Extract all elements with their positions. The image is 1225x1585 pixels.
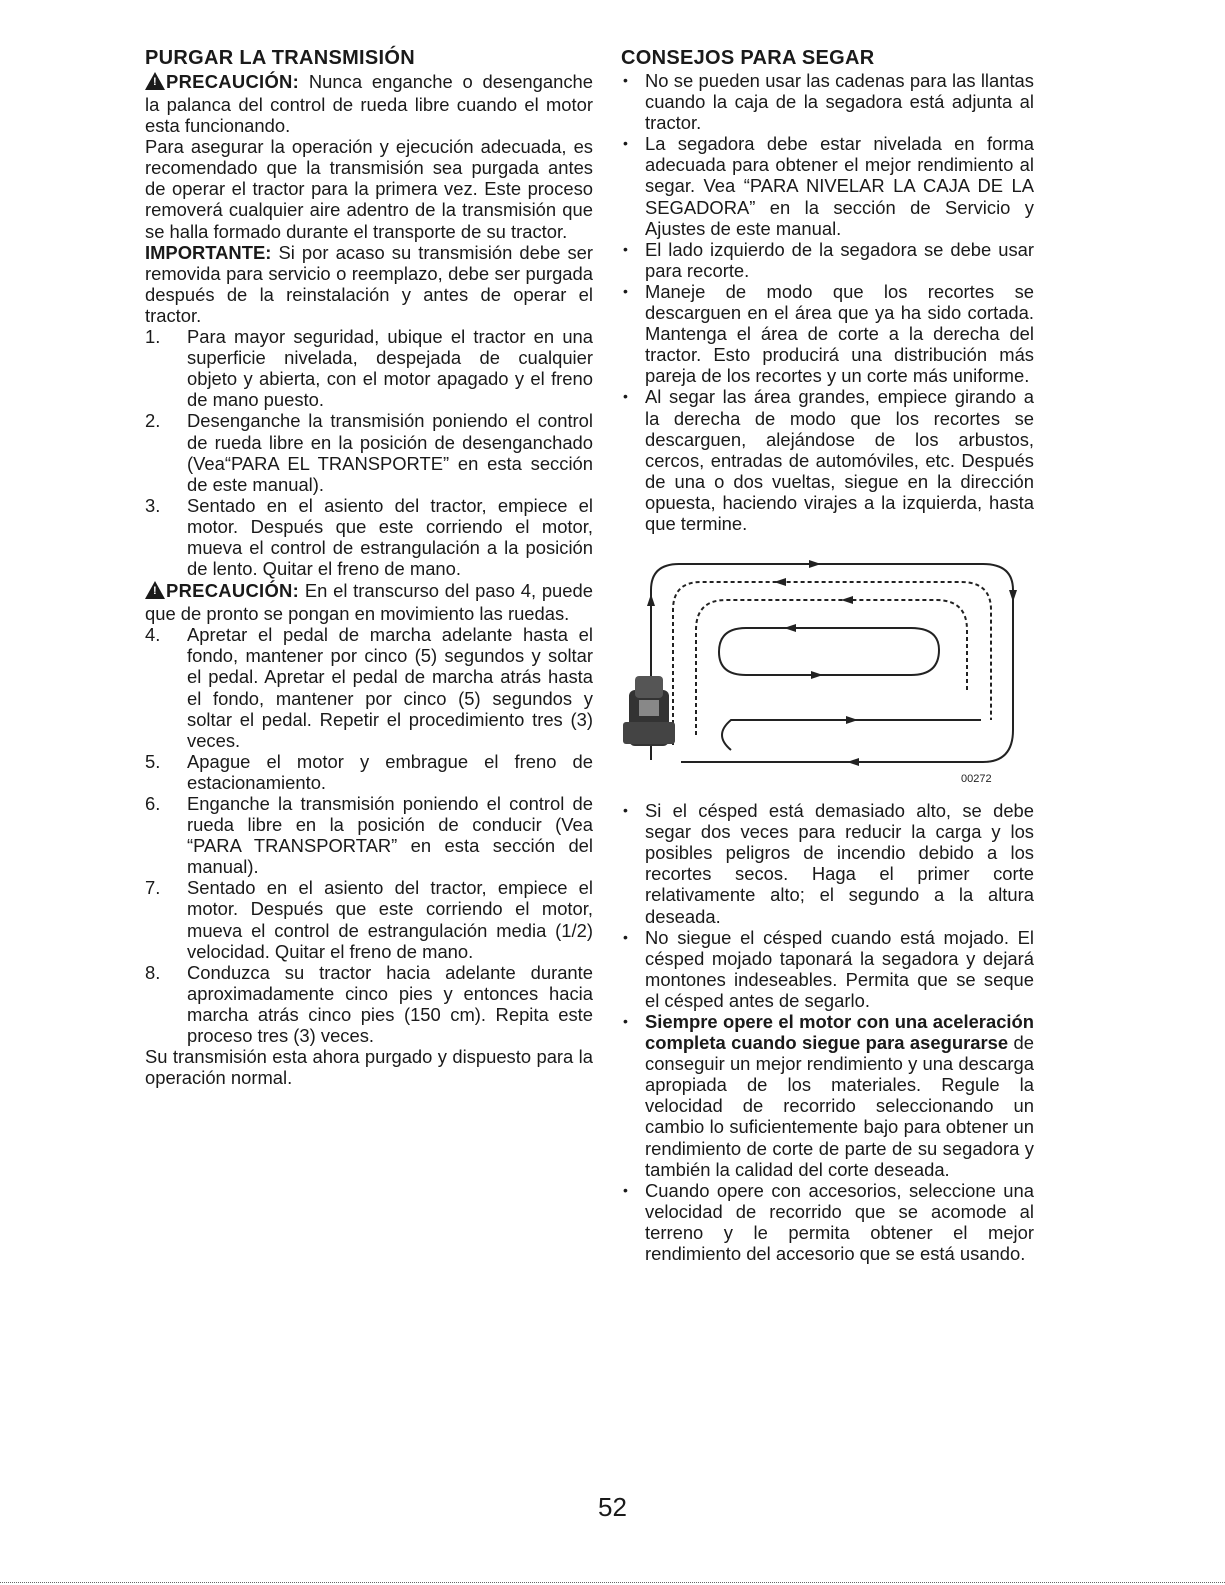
section-title-consejos: CONSEJOS PARA SEGAR [621, 47, 875, 69]
page-bottom-divider [0, 1582, 1225, 1583]
step-item [145, 326, 593, 410]
tip-item [621, 1011, 1034, 1180]
closing-paragraph: Su transmisión esta ahora purgado y dispuesto para la operación normal. [145, 1046, 593, 1089]
arrow-down-icon [1009, 590, 1017, 602]
step-text: Sentado en el asiento del tractor, empiece el motor. Después que este corriendo el motor, mueva el control de estrangulación a la posición de lento. Quitar el freno de mano. [187, 494, 593, 580]
arrow-left-icon [847, 758, 859, 766]
warning-triangle-icon: ! [145, 72, 165, 90]
tractor-icon [623, 676, 675, 746]
step-item [145, 410, 593, 494]
step-item [145, 962, 593, 1046]
step-item [145, 495, 593, 579]
caution-label-1: PRECAUCIÓN: [166, 71, 300, 92]
step-item [145, 751, 593, 793]
arrow-right-icon [846, 716, 858, 724]
step-item [145, 624, 593, 751]
tip-text: de conseguir un mejor rendimiento y una descarga apropiada de los materiales. Regule la velocidad de recorrido seleccionando un cambio lo suficientemente bajo para obtener un rendimiento de corte de parte de su segadora y también la calidad del corte deseada. [645, 1032, 1034, 1180]
tip-item: • No se pueden usar las cadenas para las llantas cuando la caja de la segadora está adjunta al tractor. [621, 70, 1034, 133]
section-title-purgar: PURGAR LA TRANSMISIÓN [145, 47, 416, 69]
diagram-code: 00272 [961, 773, 992, 786]
steps-list-1 [145, 326, 593, 579]
intro-paragraph: Para asegurar la operación y ejecución adecuada, es recomendado que la transmisión sea purgada antes de operar el tractor para la primera vez. Este proceso removerá cualquier aire adentro de la transmisión que se halla formado durante el transporte de su tractor. [145, 136, 593, 242]
step-text: Enganche la transmisión poniendo el control de rueda libre en la posición de conducir (Vea “PARA TRANSPORTAR” en esta sección del manual). [187, 793, 593, 878]
step-number: 5. [145, 750, 161, 772]
arrow-left-icon [774, 578, 786, 586]
tip-item: • La segadora debe estar nivelada en forma adecuada para obtener el mejor rendimiento al segar. Vea “PARA NIVELAR LA CAJA DE LA SEGADORA” en la sección de Servicio y Ajustes de este manual. [621, 133, 1034, 238]
step-number: 1. [145, 326, 161, 348]
step-number: 7. [145, 877, 161, 899]
step-number: 2. [145, 410, 161, 432]
step-number: 8. [145, 961, 161, 983]
step-text: Conduzca su tractor hacia adelante durante aproximadamente cinco pies y entonces hacia marcha atrás cinco pies (150 cm). Repita este proceso tres (3) veces. [187, 961, 593, 1047]
arrow-left-icon [784, 624, 796, 632]
step-text: Apretar el pedal de marcha adelante hasta el fondo, mantener por cinco (5) segundos y soltar el pedal. Apretar el pedal de marcha atrás hasta el fondo, mantener por cinco (5) segundos y soltar el pedal. Repetir el procedimiento tres (3) veces. [187, 624, 593, 751]
step-text: Sentado en el asiento del tractor, empiece el motor. Después que este corriendo el motor, mueva el control de estrangulación media (1/2) velocidad. Quitar el freno de mano. [187, 877, 593, 962]
tip-item: • Maneje de modo que los recortes se descarguen en el área que ya ha sido cortada. Mantenga el área de corte a la derecha del tractor. Esto producirá una distribución más pareja de los recortes y un corte más uniforme. [621, 281, 1034, 386]
mowing-pattern-diagram [621, 550, 1021, 790]
steps-list-2 [145, 624, 593, 1046]
tips-list-1 [621, 70, 1034, 534]
step-text: Para mayor seguridad, ubique el tractor en una superficie nivelada, despejada de cualquier objeto y abierta, con el motor apagado y el freno de mano puesto. [187, 326, 593, 411]
left-column [145, 46, 593, 1088]
caution-text-1: Nunca enganche o desenganche la palanca del control de rueda libre cuando el motor esta funcionando. [145, 71, 593, 137]
bottom-path [722, 720, 981, 750]
caution-paragraph-1 [145, 70, 593, 136]
tip-item: • Si el césped está demasiado alto, se debe segar dos veces para reducir la carga y los posibles peligros de incendio debido a los recortes secos. Haga el primer corte relativamente alto; el segundo a la altura deseada. [621, 800, 1034, 927]
caution-label-2: PRECAUCIÓN: [166, 580, 300, 602]
warning-triangle-icon: ! [145, 581, 165, 599]
arrow-up-icon [647, 594, 655, 606]
page-number: 52 [598, 1492, 627, 1522]
step-number: 6. [145, 793, 161, 814]
tip-item: • Al segar las área grandes, empiece girando a la derecha de modo que los recortes se descarguen, alejándose de los arbustos, cercos, entradas de automóviles, etc. Después de una o dos vueltas, siegue en la dirección opuesta, haciendo virajes a la izquierda, hasta que termine. [621, 386, 1034, 534]
third-path [696, 600, 967, 735]
arrow-right-icon [809, 560, 821, 568]
right-column [621, 46, 1034, 1264]
step-item [145, 793, 593, 877]
tip-item: • Cuando opere con accesorios, seleccione una velocidad de recorrido que se acomode al terreno y le permita obtener el mejor rendimiento del accesorio que se está usando. [621, 1180, 1034, 1264]
step-text: Desenganche la transmisión poniendo el control de rueda libre en la posición de desenganchado (Vea“PARA EL TRANSPORTE” en esta sección de este manual). [187, 410, 593, 495]
arrow-right-icon [811, 671, 823, 679]
tip-item: • No siegue el césped cuando está mojado. El césped mojado taponará la segadora y dejará montones indeseables. Permita que se seque el césped antes de segarlo. [621, 927, 1034, 1011]
tip-item: • El lado izquierdo de la segadora se debe usar para recorte. [621, 239, 1034, 281]
caution-paragraph-2 [145, 579, 593, 624]
important-label: IMPORTANTE: [145, 241, 272, 263]
outer-path [651, 564, 1013, 762]
tip-bold-text: Siempre opere el motor con una aceleración completa cuando siegue para asegurarse [645, 1011, 1034, 1054]
caution-text-2: En el transcurso del paso 4, puede que de pronto se pongan en movimiento las ruedas. [145, 580, 593, 625]
tips-list-2 [621, 800, 1034, 1264]
inner-path [719, 628, 939, 675]
step-number: 4. [145, 624, 161, 646]
important-paragraph [145, 242, 593, 326]
step-text: Apague el motor y embrague el freno de estacionamiento. [187, 750, 593, 793]
step-number: 3. [145, 494, 161, 516]
step-item [145, 877, 593, 961]
important-text: Si por acaso su transmisión debe ser removida para servicio o reemplazo, debe ser purgada después de la reinstalación y antes de operar el tractor. [145, 241, 593, 326]
arrow-left-icon [841, 596, 853, 604]
